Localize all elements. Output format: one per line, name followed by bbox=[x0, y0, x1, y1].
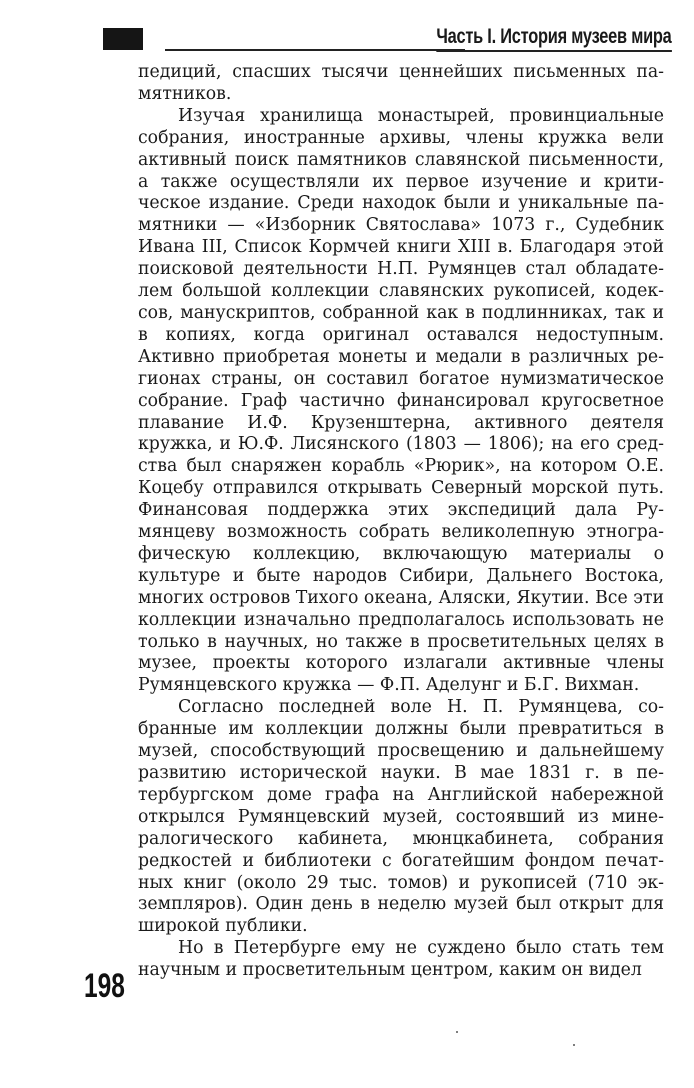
page-header bbox=[0, 0, 694, 60]
paragraph: Но в Петербурге ему не суждено было стать тем научным и просветительным центром, каким он видел bbox=[138, 938, 664, 981]
paragraph: Согласно последней воле Н. П. Румянцева, собранные им коллекции должны были превратиться в музей, способствующий просвещению и дальнейшему развитию исторической науки. В мае 1831 г. в петербургском доме графа на Английской набережной открылся Румянцевский музей, состоявший из минералогического кабинета, мюнцкабинета, собрания редкостей и библиотеки с богатейшим фондом печатных книг (около 29 тыс. томов) и рукописей (710 экземпляров). Один день в неделю музей был открыт для широкой публики. bbox=[138, 697, 664, 937]
paragraph: Изучая хранилища монастырей, провинциальные собрания, иностранные архивы, члены кружка вели активный поиск памятников славянской письменности, а также осуществляли их первое изучение и критическое издание. Среди находок были и уникальные памятники — «Изборник Святослава» 1073 г., Судебник Ивана III, Список Кормчей книги XIII в. Благодаря этой поисковой деятельности Н.П. Румянцев стал обладателем большой коллекции славянских рукописей, кодексов, манускриптов, собранной как в подлинниках, так и в копиях, когда оригинал оставался недоступным. Активно приобретая монеты и медали в различных регионах страны, он составил богатое нумизматическое собрание. Граф частично финансировал кругосветное плавание И.Ф. Крузенштерна, активного деятеля кружка, и Ю.Ф. Лисянского (1803 — 1806); на его средства был снаряжен корабль «Рюрик», на котором О.Е. Коцебу отправился открывать Северный морской путь. Финансовая поддержка этих экспедиций дала Румянцеву возможность собрать великолепную этнографическую коллекцию, включающую материалы о культуре и быте народов Сибири, Дальнего Востока, многих островов Тихого океана, Аляски, Якутии. Все эти коллекции изначально предполагалось использовать не только в научных, но также в просветительных целях в музее, проекты которого излагали активные члены Румянцевского кружка — Ф.П. Аделунг и Б.Г. Вихман. bbox=[138, 105, 664, 696]
body-text bbox=[138, 62, 664, 982]
running-title: Часть I. История музеев мира bbox=[437, 25, 672, 52]
header-rule bbox=[165, 49, 465, 51]
page-number: 198 bbox=[84, 967, 125, 1005]
scan-speck bbox=[573, 1044, 575, 1046]
scan-speck bbox=[456, 1031, 458, 1033]
header-marker-block bbox=[103, 28, 143, 50]
paragraph: педиций, спасших тысячи ценнейших письменных памятников. bbox=[138, 62, 664, 104]
